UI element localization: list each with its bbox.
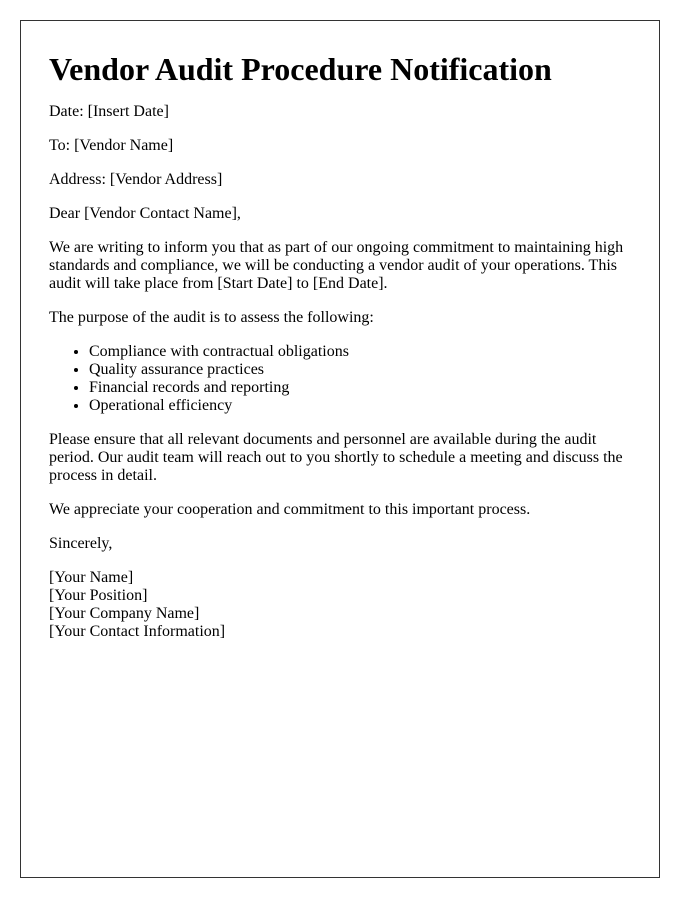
address-line: Address: [Vendor Address] (49, 171, 223, 188)
signature-name: [Your Name] (49, 569, 134, 586)
closing: Sincerely, (49, 535, 113, 552)
purpose-intro: The purpose of the audit is to assess the following: (49, 309, 374, 326)
signature-position: [Your Position] (49, 587, 148, 604)
signature-company: [Your Company Name] (49, 605, 200, 622)
purpose-list-item: • Compliance with contractual obligations (89, 343, 631, 361)
purpose-list-item: • Operational efficiency (89, 397, 631, 415)
recipient-line: To: [Vendor Name] (49, 137, 174, 154)
salutation: Dear [Vendor Contact Name], (49, 205, 241, 222)
letter-title: Vendor Audit Procedure Notification (49, 51, 552, 87)
purpose-list (49, 343, 631, 415)
intro-paragraph: We are writing to inform you that as part of our ongoing commitment to maintaining high standards and compliance, we will be conducting a vendor audit of your operations. This audit will take place from [Start Date] to [End Date]. (49, 239, 624, 292)
appreciation-paragraph: We appreciate your cooperation and commitment to this important process. (49, 501, 531, 518)
signature-contact: [Your Contact Information] (49, 623, 226, 640)
purpose-list-item: • Financial records and reporting (89, 379, 631, 397)
date-line: Date: [Insert Date] (49, 103, 169, 120)
purpose-list-item: • Quality assurance practices (89, 361, 631, 379)
signature-block (49, 569, 631, 641)
letter-page (20, 20, 660, 878)
instructions-paragraph: Please ensure that all relevant documents and personnel are available during the audit period. Our audit team will reach out to you shortly to schedule a meeting and discuss the process in detail. (49, 431, 623, 484)
